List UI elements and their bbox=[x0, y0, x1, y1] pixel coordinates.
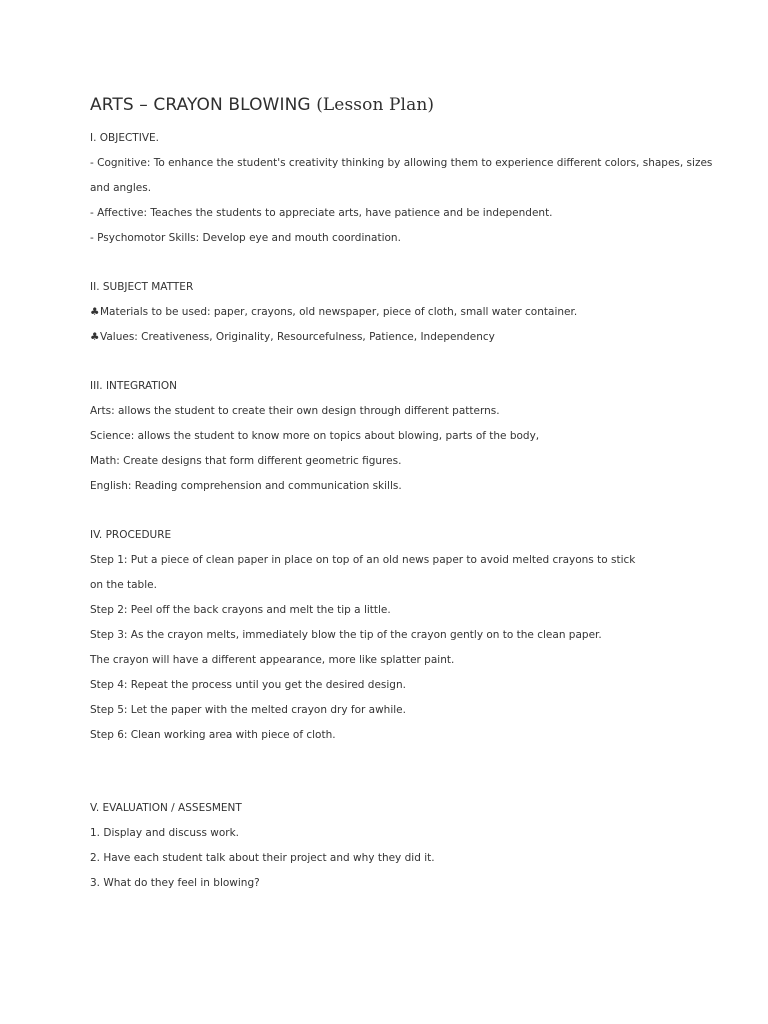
integration-line-math: Math: Create designs that form different geometric figures. bbox=[90, 455, 402, 467]
section-procedure bbox=[90, 523, 708, 748]
procedure-line-step-3: Step 3: As the crayon melts, immediately blow the tip of the crayon gently on to the clean paper. bbox=[90, 629, 602, 641]
objective-line-cognitive: - Cognitive: To enhance the student's creativity thinking by allowing them to experience different colors, shapes, sizes bbox=[90, 157, 713, 169]
procedure-line-step-1: Step 1: Put a piece of clean paper in place on top of an old news paper to avoid melted crayons to stick bbox=[90, 554, 636, 566]
section-integration bbox=[90, 374, 708, 499]
objective-line-psychomotor: - Psychomotor Skills: Develop eye and mouth coordination. bbox=[90, 232, 401, 244]
evaluation-line-3: 3. What do they feel in blowing? bbox=[90, 877, 260, 889]
section-objective bbox=[90, 126, 713, 251]
procedure-line-step-4: Step 4: Repeat the process until you get the desired design. bbox=[90, 679, 406, 691]
integration-line-english: English: Reading comprehension and communication skills. bbox=[90, 480, 402, 492]
integration-line-science: Science: allows the student to know more on topics about blowing, parts of the body, bbox=[90, 430, 540, 442]
procedure-line-step-1-cont: on the table. bbox=[90, 579, 157, 591]
objective-line-affective: - Affective: Teaches the students to appreciate arts, have patience and be independent. bbox=[90, 207, 553, 219]
procedure-line-step-3-cont: The crayon will have a different appearance, more like splatter paint. bbox=[90, 654, 455, 666]
procedure-line-step-5: Step 5: Let the paper with the melted crayon dry for awhile. bbox=[90, 704, 406, 716]
procedure-line-step-6: Step 6: Clean working area with piece of cloth. bbox=[90, 729, 336, 741]
title-main: ARTS – CRAYON BLOWING bbox=[90, 95, 311, 115]
integration-line-arts: Arts: allows the student to create their own design through different patterns. bbox=[90, 405, 500, 417]
evaluation-line-1: 1. Display and discuss work. bbox=[90, 827, 239, 839]
section-heading-evaluation: V. EVALUATION / ASSESMENT bbox=[90, 802, 242, 814]
objective-line-cognitive-cont: and angles. bbox=[90, 182, 152, 194]
list-item-materials bbox=[90, 300, 708, 325]
procedure-line-step-2: Step 2: Peel off the back crayons and melt the tip a little. bbox=[90, 604, 391, 616]
list-item-text: Materials to be used: paper, crayons, old newspaper, piece of cloth, small water container. bbox=[100, 306, 578, 318]
section-heading-objective: I. OBJECTIVE. bbox=[90, 132, 159, 144]
title-subtitle: (Lesson Plan) bbox=[316, 95, 435, 115]
section-heading-integration: III. INTEGRATION bbox=[90, 380, 177, 392]
list-item-text: Values: Creativeness, Originality, Resourcefulness, Patience, Independency bbox=[100, 331, 495, 343]
evaluation-line-2: 2. Have each student talk about their project and why they did it. bbox=[90, 852, 435, 864]
club-bullet-icon: ♣ bbox=[90, 306, 100, 318]
list-item-values bbox=[90, 325, 708, 350]
section-evaluation bbox=[90, 796, 708, 896]
section-subject-matter bbox=[90, 275, 708, 350]
club-bullet-icon: ♣ bbox=[90, 331, 100, 343]
section-heading-subject-matter: II. SUBJECT MATTER bbox=[90, 281, 194, 293]
page-title bbox=[90, 92, 708, 118]
section-heading-procedure: IV. PROCEDURE bbox=[90, 529, 172, 541]
